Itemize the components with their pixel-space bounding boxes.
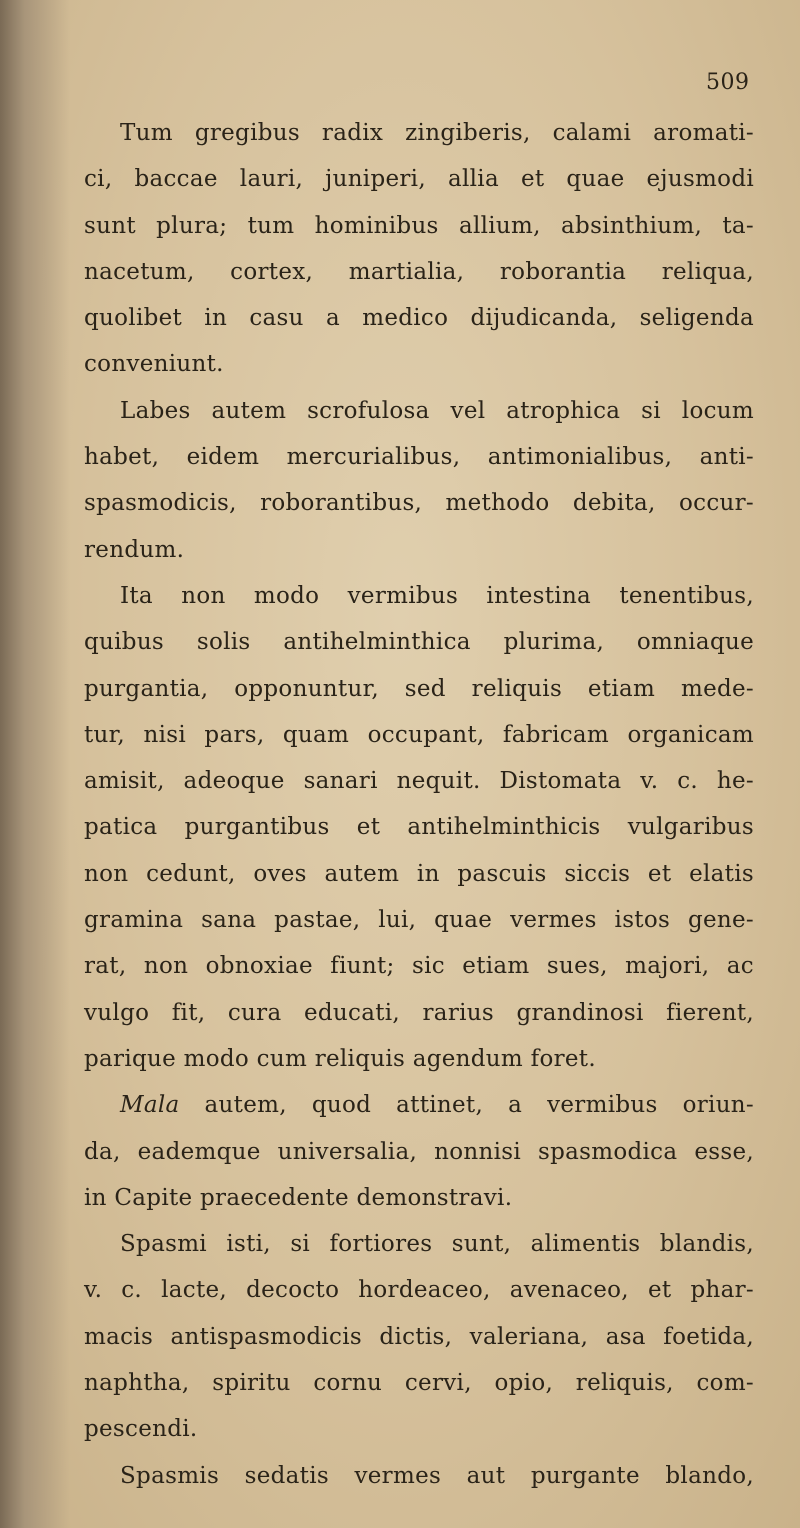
line-text: spasmodicis, roborantibus, methodo debita, occur-	[84, 490, 754, 517]
text-line	[84, 712, 754, 758]
line-text: ci, baccae lauri, juniperi, allia et quae ejusmodi	[84, 166, 754, 193]
line-text: sunt plura; tum hominibus allium, absinthium, ta-	[84, 212, 754, 239]
line-text: Ita non modo vermibus intestina tenentibus,	[120, 582, 754, 609]
text-line	[84, 1082, 754, 1128]
line-text: rendum.	[84, 536, 185, 563]
line-text: v. c. lacte, decocto hordeaceo, avenaceo, et phar-	[84, 1277, 754, 1304]
line-text: autem, quod attinet, a vermibus oriun-	[179, 1092, 754, 1119]
text-line	[84, 1360, 754, 1406]
line-text: conveniunt.	[84, 351, 224, 378]
text-line	[84, 897, 754, 943]
line-text: tur, nisi pars, quam occupant, fabricam organicam	[84, 721, 754, 748]
text-line	[84, 156, 754, 202]
line-text: Labes autem scrofulosa vel atrophica si locum	[120, 397, 754, 424]
text-line	[84, 1406, 754, 1452]
text-line	[84, 666, 754, 712]
text-line	[84, 434, 754, 480]
text-line	[84, 1036, 754, 1082]
text-line	[84, 110, 754, 156]
text-line	[84, 388, 754, 434]
text-line	[84, 1453, 754, 1499]
text-line	[84, 851, 754, 897]
text-line	[84, 804, 754, 850]
text-line	[84, 480, 754, 526]
line-text: non cedunt, oves autem in pascuis siccis et elatis	[84, 860, 754, 887]
line-text: vulgo fit, cura educati, rarius grandinosi fierent,	[84, 999, 754, 1026]
text-line	[84, 990, 754, 1036]
text-line	[84, 1175, 754, 1221]
text-line	[84, 203, 754, 249]
text-line	[84, 341, 754, 387]
line-text: in Capite praecedente demonstravi.	[84, 1184, 513, 1211]
text-line	[84, 758, 754, 804]
line-text: quolibet in casu a medico dijudicanda, seligenda	[84, 305, 754, 332]
text-line	[84, 295, 754, 341]
line-text: da, eademque universalia, nonnisi spasmodica esse,	[84, 1138, 754, 1165]
line-text: parique modo cum reliquis agendum foret.	[84, 1045, 596, 1072]
line-text: amisit, adeoque sanari nequit. Distomata v. c. he-	[84, 768, 754, 795]
page-number: 509	[706, 70, 750, 95]
line-text: rat, non obnoxiae fiunt; sic etiam sues, majori, ac	[84, 953, 754, 980]
line-text: naphtha, spiritu cornu cervi, opio, reliquis, com-	[84, 1370, 754, 1397]
text-line	[84, 249, 754, 295]
text-line	[84, 573, 754, 619]
line-text: purgantia, opponuntur, sed reliquis etiam mede-	[84, 675, 754, 702]
text-line	[84, 1314, 754, 1360]
binding-shadow	[0, 0, 70, 1528]
line-text: gramina sana pastae, lui, quae vermes istos gene-	[84, 907, 754, 934]
text-line	[84, 1129, 754, 1175]
text-line	[84, 1221, 754, 1267]
line-text: pescendi.	[84, 1416, 198, 1443]
text-line	[84, 1267, 754, 1313]
line-text: Spasmi isti, si fortiores sunt, alimentis blandis,	[120, 1231, 754, 1258]
line-text: nacetum, cortex, martialia, roborantia reliqua,	[84, 258, 754, 285]
line-text: Spasmis sedatis vermes aut purgante blando,	[120, 1462, 754, 1489]
line-text: habet, eidem mercurialibus, antimonialibus, anti-	[84, 444, 754, 471]
line-text: patica purgantibus et antihelminthicis vulgaribus	[84, 814, 754, 841]
line-text: macis antispasmodicis dictis, valeriana, asa foetida,	[84, 1323, 754, 1350]
text-line	[84, 619, 754, 665]
line-text: quibus solis antihelminthica plurima, omniaque	[84, 629, 754, 656]
line-text: Tum gregibus radix zingiberis, calami aromati-	[120, 120, 754, 146]
text-line	[84, 527, 754, 573]
text-line	[84, 943, 754, 989]
italic-word: Mala	[120, 1092, 180, 1119]
body-text	[84, 110, 754, 1499]
